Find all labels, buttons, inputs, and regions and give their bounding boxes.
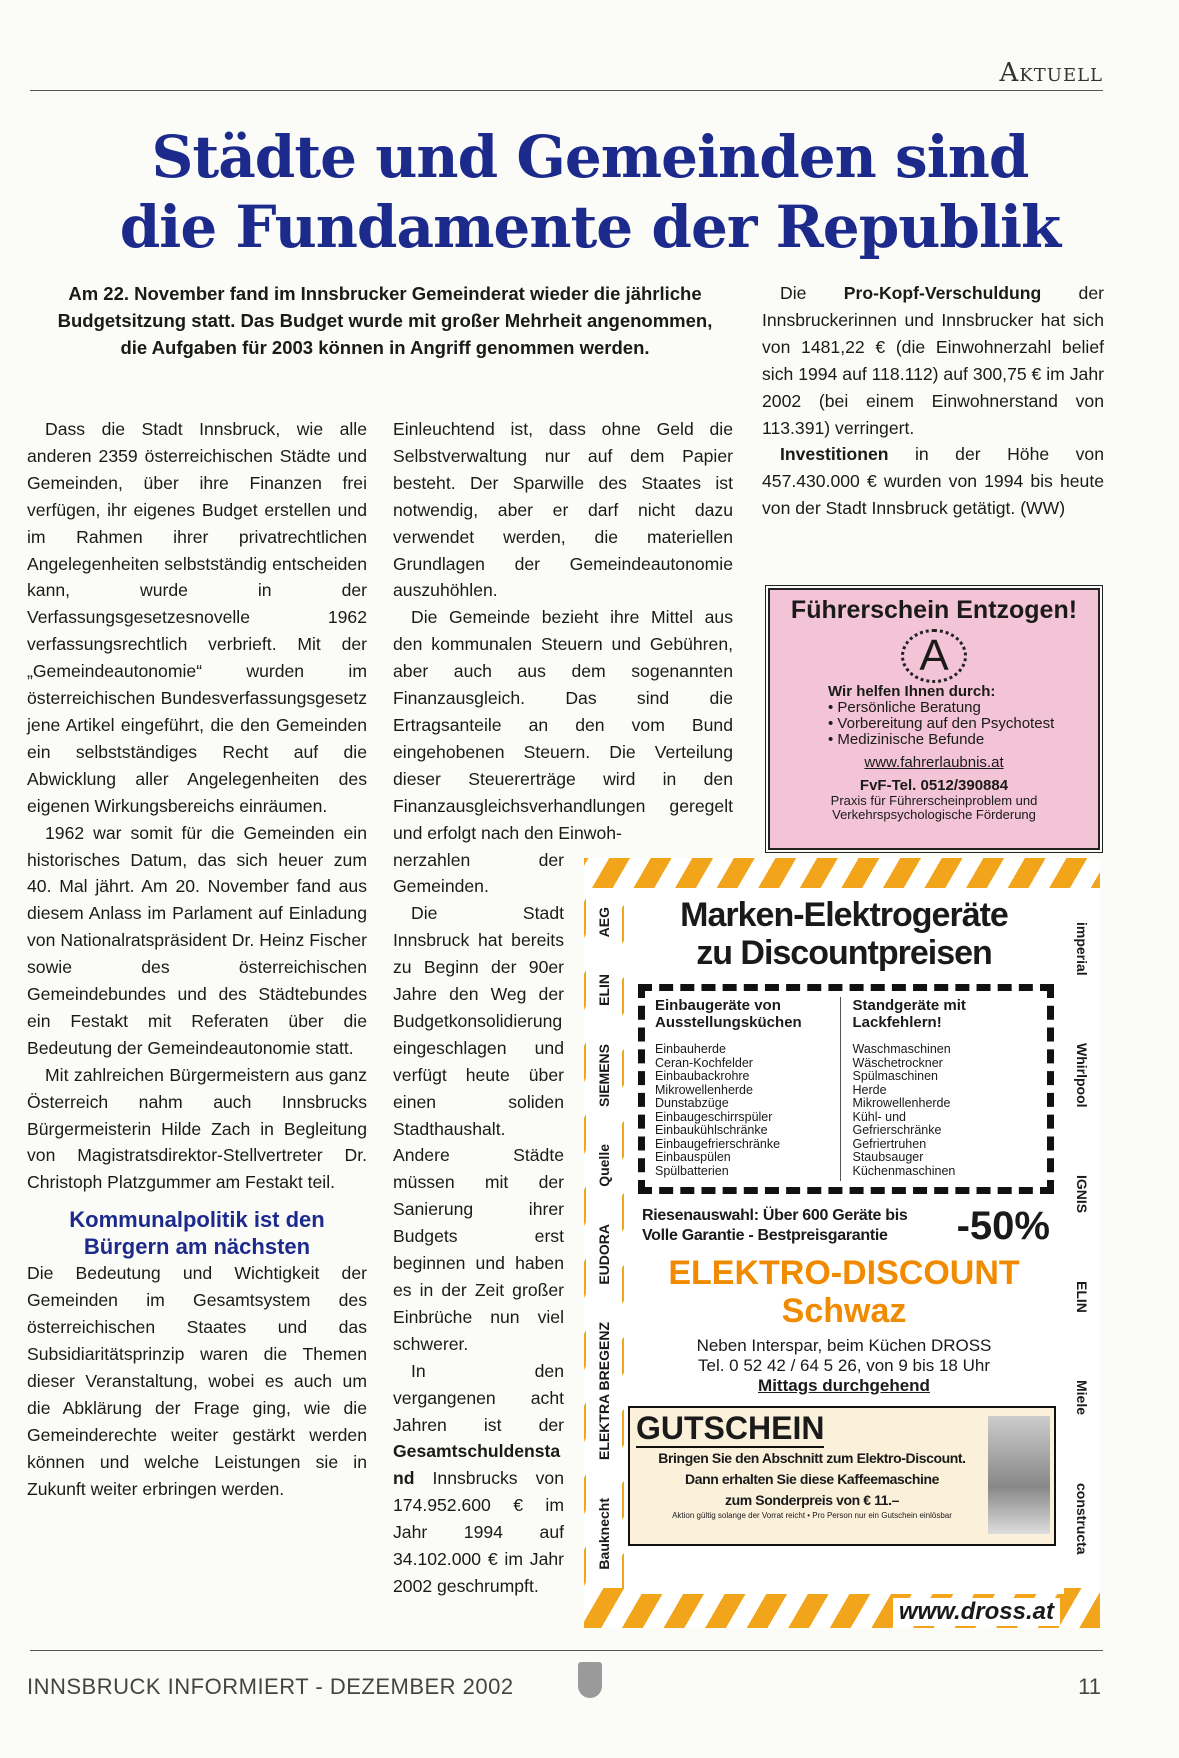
paragraph: Die Gemeinde bezieht ihre Mittel aus den kommunalen Steuern und Gebühren, aber auch aus dem sogenannten Finanzausgleich. Das sind die Ertragsanteile an den vom Bund eingehobenen Steuern. Die Verteilung dieser Steuererträge wird in den Finanzausgleichsverhandlungen geregelt und erfolgt nach den Einwoh- [393,607,733,843]
store-name: ELEKTRO-DISCOUNT Schwaz [668,1254,1020,1330]
brand-logo: Quelle [596,1144,612,1187]
offer-line: Volle Garantie - Bestpreisgarantie [642,1227,888,1244]
store-address [624,1336,1064,1396]
discount-badge: -50% [956,1204,1050,1248]
footer-rule [30,1650,1103,1651]
brand-strip-left [586,888,622,1588]
list-item: Herde [852,1082,887,1097]
paragraph: In den vergangenen acht Jahren ist der Gesamtschuldenstand Innsbrucks von 174.952.600 € im Jahr 1994 auf 34.102.000 € im Jahr 2002 geschrumpft. [393,1360,564,1596]
city-crest-icon [578,1662,602,1698]
article-title [40,122,1140,262]
ad-headline: Führerschein Entzogen! [790,596,1078,624]
paragraph: Dass die Stadt Innsbruck, wie alle anderen 2359 österreichischen Städte und Gemeinden, über ihre Finanzen frei verfügen, ihr eigenes Budget erstellen und im Rahmen ihrer privatrechtlichen Angelegenheiten selbstständig entscheiden kann, wurde in der Verfassungsgesetzesnovelle 1962 verfassungsrechtlich verbrieft. Mit der „Gemeindeautonomie“ wurden im österreichischen Bundesverfassungsgesetz jene Artikel eingeführt, die den Gemeinden ein selbstständiges Recht auf die Abwicklung aller Angelegenheiten des eigenen Wirkungsbereichs einräumen. [27,419,367,816]
list-title: Einbaugeräte von Ausstellungsküchen [655,997,802,1031]
list-item: Gefrierschränke [852,1123,942,1137]
brand-strip-right [1064,888,1100,1588]
ad-url[interactable]: www.fahrerlaubnis.at [864,754,1004,771]
list-item: Staubsauger [852,1150,924,1164]
list-item: Einbaugeschirrspüler [655,1109,773,1124]
list-item: Einbaukühlschränke [655,1123,768,1137]
brand-logo: IGNIS [1074,1175,1090,1214]
paragraph: Die Bedeutung und Wichtigkeit der Gemeinden im Gesamtsystem des österreichischen Staates und das Subsidiaritätsprinzip waren die Themen dieser Veranstaltung, wobei es auch um die Abklärung der Frage ging, wie die Gemeinderechte weiter gestärkt werden können und welche Leistungen sie in Zukunft weiter erbringen werden. [27,1263,367,1499]
footer-publication: INNSBRUCK INFORMIERT - DEZEMBER 2002 [27,1674,514,1699]
paragraph: Die Stadt Innsbruck hat bereits zu Beginn der 90er Jahre den Weg der Budgetkonsolidierung eingeschlagen und verfügt heute über einen soliden Stadthaushalt. Andere Städte müssen mit der Sanierung ihrer Budgets erst beginnen und haben es in der Zeit großer Einbrüche nun viel schwerer. [393,903,564,1354]
list-item: Spülmaschinen [852,1069,938,1083]
coffee-machine-image [988,1416,1050,1534]
subheading: Kommunalpolitik ist den Bürgern am nächsten [69,1207,325,1260]
paragraph: Mit zahlreichen Bürgermeistern aus ganz Österreich nahm auch Innsbrucks Bürgermeisterin Hilde Zach in Begleitung von Magistratsdirektor-Stellvertreter Dr. Christoph Platzgummer am Festakt teil. [27,1064,367,1193]
ad-intro: Wir helfen Ihnen durch: [828,683,996,700]
phone: Tel. 0 52 42 / 64 5 26, von 9 bis 18 Uhr [697,1356,991,1375]
list-item: Wäschetrockner [852,1055,943,1070]
title-line: Städte und Gemeinden sind [151,123,1029,191]
list-item: • Persönliche Beratung [828,699,981,716]
lead-paragraph: Am 22. November fand im Innsbrucker Gemeinderat wieder die jährliche Budgetsitzung statt. Das Budget wurde mit großer Mehrheit angenommen, die Aufgaben für 2003 können in Angriff genommen werden. [57,283,713,358]
list-item: Spülbatterien [655,1163,729,1178]
product-list-right [840,997,1038,1181]
list-item: Dunstabzüge [655,1096,729,1110]
list-item: Einbauspülen [655,1150,731,1164]
title-line: die Fundamente der Republik [119,193,1061,261]
voucher-line: Bringen Sie den Abschnitt zum Elektro-Discount. [658,1450,966,1466]
austria-plate-logo: A [901,629,967,683]
list-item: Ceran-Kochfelder [655,1055,753,1070]
ad-fuehrerschein [768,588,1100,850]
list-item: Einbauherde [655,1042,726,1056]
brand-logo: ELIN [596,974,612,1007]
list-item: Mikrowellenherde [852,1096,951,1110]
ad-list [770,700,1098,748]
offer [642,1204,1050,1248]
paragraph: 1962 war somit für die Gemeinden ein historisches Datum, das sich heuer zum 40. Mal jährt. Am 20. November fand aus diesem Anlass im Parlament auf Einladung von Nationalratspräsident Dr. Heinz Fischer sowie des österreichischen Gemeindebundes und des Städtebundes ein Festakt mit Referaten über die Bedeutung der Gemeindeautonomie statt. [27,822,367,1058]
list-item: Gefriertruhen [852,1136,927,1151]
address: Neben Interspar, beim Küchen DROSS [696,1336,992,1355]
ad-headline: Marken-Elektrogeräte zu Discountpreisen [680,896,1008,972]
paragraph: Einleuchtend ist, dass ohne Geld die Selbstverwaltung nur auf dem Papier besteht. Der Sparwille des Staates ist notwendig, aber er darf nicht dazu verwendet werden, die materiellen Grundlagen der Gemeindeautonomie auszuhöhlen. [393,419,733,601]
section-label: Aktuell [999,58,1103,88]
voucher-fineprint: Aktion gültig solange der Vorrat reicht • Pro Person nur ein Gutschein einlösbar [672,1511,952,1520]
list-item: Einbaubackrohre [655,1069,750,1083]
brand-logo: SIEMENS [596,1043,612,1107]
list-item: Kühl- und [852,1109,907,1124]
list-item: Einbaugefrierschränke [655,1136,781,1151]
brand-logo: Bauknecht [596,1497,612,1570]
brand-logo: Whirlpool [1074,1042,1090,1108]
ad-elektro-discount [584,858,1100,1628]
list-item: Mikrowellenherde [655,1082,753,1097]
offer-text [642,1206,907,1246]
column-1 [27,416,367,1502]
brand-logo: ELIN [1074,1280,1090,1313]
voucher-line: Dann erhalten Sie diese Kaffeemaschine [684,1471,939,1487]
product-list-left [655,997,840,1181]
brand-logo: constructa [1074,1482,1090,1555]
list-item: • Medizinische Befunde [828,731,985,748]
paragraph: Investitionen in der Höhe von 457.430.000 € wurden von 1994 bis heute von der Stadt Innsbruck getätigt. (WW) [762,444,1104,519]
header-rule [30,90,1103,91]
voucher-line: zum Sonderpreis von € 11.– [725,1492,899,1508]
ad-phone: FvF-Tel. 0512/390884 [859,777,1009,794]
paragraph: nerzahlen der Gemeinden. [393,849,564,897]
ad-content [624,888,1064,1594]
ad-subline: Praxis für Führerscheinproblem und Verkehrspsychologische Förderung [830,793,1038,822]
voucher-title: GUTSCHEIN [636,1410,825,1446]
paragraph: Die Pro-Kopf-Verschuldung der Innsbruckerinnen und Innsbrucker hat sich von 1481,22 € (die Einwohnerzahl belief sich 1994 auf 118.112) auf 300,75 € im Jahr 2002 (bei einem Einwohnerstand von 113.391) verringert. [762,283,1104,438]
column-3 [762,280,1104,522]
list-title: Standgeräte mit Lackfehlern! [852,997,966,1031]
list-item: • Vorbereitung auf den Psychotest [828,715,1055,732]
hours: Mittags durchgehend [758,1376,930,1395]
offer-line: Riesenauswahl: Über 600 Geräte bis [642,1207,908,1224]
page-number: 11 [1078,1674,1101,1699]
brand-logo: Miele [1074,1380,1090,1416]
ad-url[interactable]: www.dross.at [893,1598,1060,1626]
list-item: Küchenmaschinen [852,1163,956,1178]
brand-logo: ELEKTRA BREGENZ [596,1322,612,1461]
brand-logo: EUDORA [596,1224,612,1285]
product-box [638,984,1054,1194]
voucher [628,1406,1056,1546]
brand-logo: imperial [1074,921,1090,976]
brand-logo: AEG [596,906,612,938]
list-item: Waschmaschinen [852,1042,951,1056]
